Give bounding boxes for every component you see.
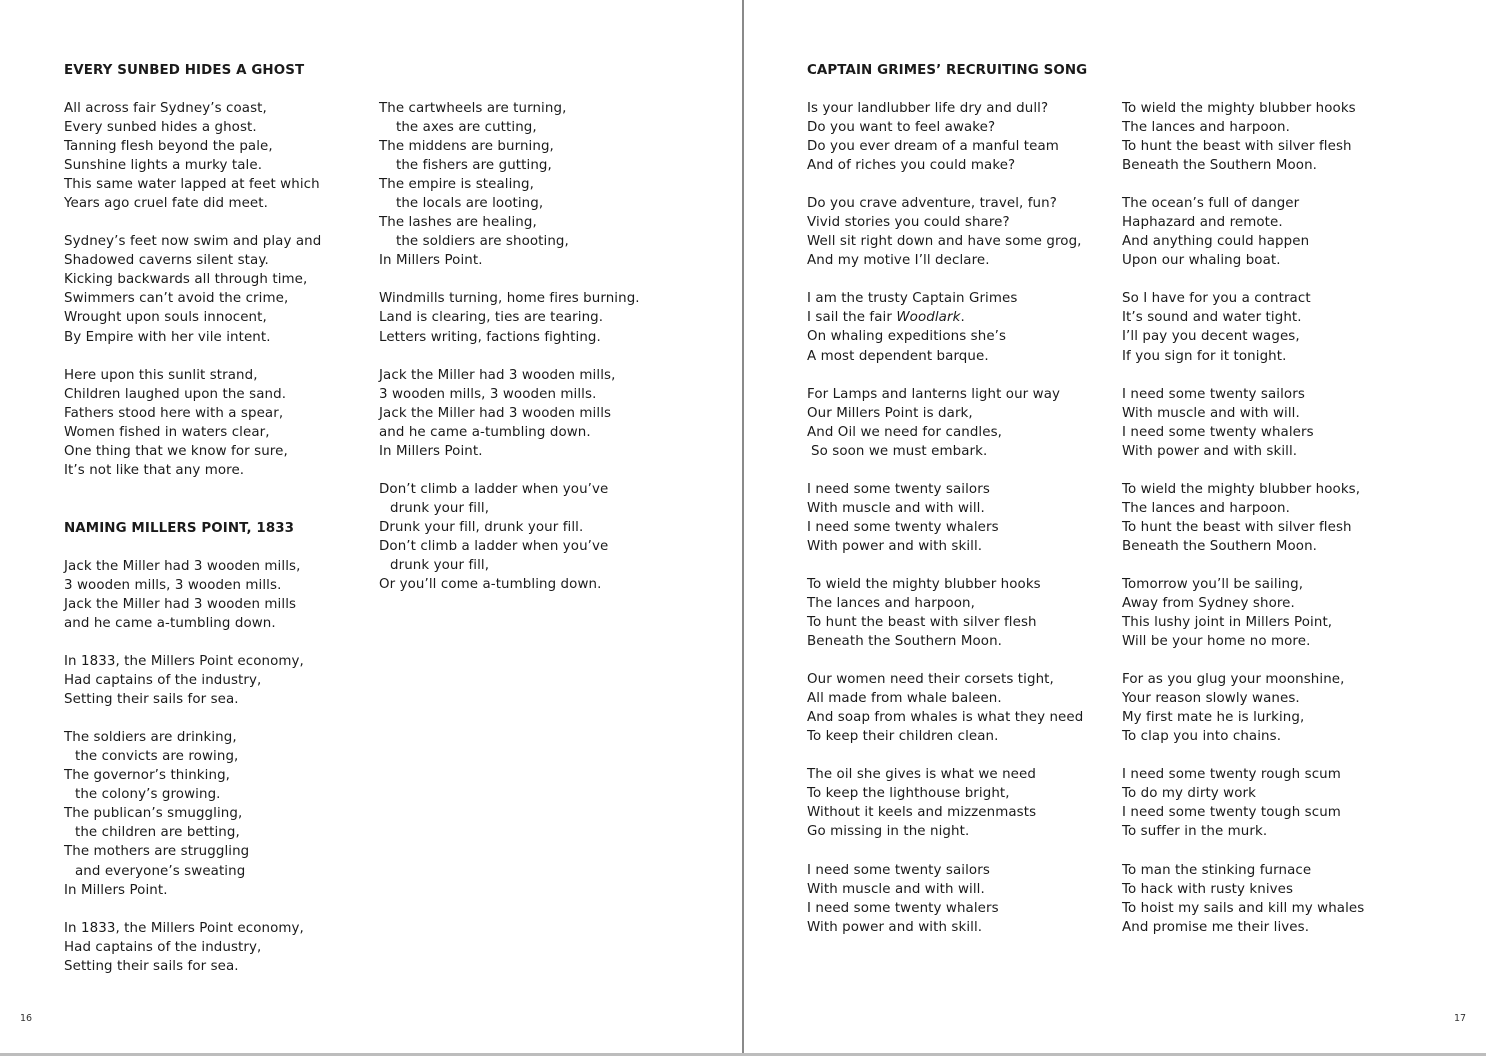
poem-line: and he came a-tumbling down. <box>379 424 591 440</box>
poem-line: Vivid stories you could share? <box>807 215 1010 231</box>
page-number: 17 <box>1454 1013 1467 1024</box>
poem-line: Wrought upon souls innocent, <box>64 310 267 326</box>
stanza <box>1122 670 1442 746</box>
poem-line: and he came a-tumbling down. <box>64 615 276 631</box>
poem-line: And promise me their lives. <box>1122 919 1310 935</box>
poem-line: The governor’s thinking, <box>64 768 231 784</box>
poem-line: The soldiers are drinking, <box>64 730 237 746</box>
poem-line-punctuation: . <box>960 310 965 326</box>
poem-line: Had captains of the industry, <box>64 673 262 689</box>
poem-line: Land is clearing, ties are tearing. <box>379 310 604 326</box>
poem-line: All made from whale baleen. <box>807 691 1002 707</box>
poem-line: If you sign for it tonight. <box>1122 348 1287 364</box>
stanza <box>807 289 1107 365</box>
poem-line: Kicking backwards all through time, <box>64 272 308 288</box>
poem-line: On whaling expeditions she’s <box>807 329 1007 345</box>
stanza <box>807 480 1107 556</box>
poem-line: and everyone’s sweating <box>75 863 246 879</box>
poem-line: drunk your fill, <box>390 500 490 516</box>
poem-line: Sydney’s feet now swim and play and <box>64 234 322 250</box>
poem-line: For as you glug your moonshine, <box>1122 672 1345 688</box>
right-page-column-2 <box>1122 99 1442 956</box>
poem-line: With muscle and with will. <box>807 500 985 516</box>
stanza <box>379 480 699 594</box>
poem-line: Jack the Miller had 3 wooden mills, <box>379 367 616 383</box>
poem-line: By Empire with her vile intent. <box>64 329 271 345</box>
poem-line: To hunt the beast with silver flesh <box>1122 519 1352 535</box>
poem-line: Do you want to feel awake? <box>807 120 996 136</box>
poem-line: To clap you into chains. <box>1122 729 1282 745</box>
stanza <box>1122 289 1442 365</box>
poem-line: It’s not like that any more. <box>64 462 245 478</box>
stanza <box>1122 575 1442 651</box>
poem-line: I need some twenty sailors <box>807 862 990 878</box>
poem-line: Our women need their corsets tight, <box>807 672 1054 688</box>
stanza <box>1122 765 1442 841</box>
poem-line: The mothers are struggling <box>64 844 250 860</box>
poem-line: Swimmers can’t avoid the crime, <box>64 291 289 307</box>
poem-line: Is your landlubber life dry and dull? <box>807 101 1049 116</box>
poem-line: I need some twenty sailors <box>1122 386 1305 402</box>
poem-line: Go missing in the night. <box>807 824 970 840</box>
poem-line: In Millers Point. <box>379 253 483 269</box>
poem-line: I need some twenty whalers <box>1122 424 1314 440</box>
poem-line: Don’t climb a ladder when you’ve <box>379 481 609 497</box>
stanza <box>1122 194 1442 270</box>
poem-line: And my motive I’ll declare. <box>807 253 990 269</box>
poem-line: Jack the Miller had 3 wooden mills <box>379 405 612 421</box>
poem-line: In Millers Point. <box>379 443 483 459</box>
poem-line: Your reason slowly wanes. <box>1122 691 1300 707</box>
poem-title-captain-grimes: CAPTAIN GRIMES’ RECRUITING SONG <box>807 63 1088 78</box>
poem-line: Women fished in waters clear, <box>64 424 270 440</box>
stanza <box>64 728 364 899</box>
poem-line: With power and with skill. <box>807 919 983 935</box>
poem-line: Our Millers Point is dark, <box>807 405 973 421</box>
poem-line: To do my dirty work <box>1122 786 1256 802</box>
poem-line: the colony’s growing. <box>75 787 221 803</box>
poem-line: And of riches you could make? <box>807 158 1016 174</box>
left-page-column-2 <box>379 99 699 613</box>
poem-line: To wield the mighty blubber hooks <box>1122 101 1356 116</box>
poem-line: The ocean’s full of danger <box>1122 196 1300 212</box>
poem-line: Do you ever dream of a manful team <box>807 139 1059 155</box>
poem-line: Tomorrow you’ll be sailing, <box>1122 576 1304 592</box>
poem-line: To hunt the beast with silver flesh <box>1122 139 1352 155</box>
poem-line: Do you crave adventure, travel, fun? <box>807 196 1057 212</box>
poem-line: To man the stinking furnace <box>1122 862 1312 878</box>
poem-line: Windmills turning, home fires burning. <box>379 291 640 307</box>
poem-line: I need some twenty tough scum <box>1122 805 1341 821</box>
poem-line: Beneath the Southern Moon. <box>807 634 1003 650</box>
poem-line: Jack the Miller had 3 wooden mills, <box>64 558 301 574</box>
left-page <box>0 0 742 1054</box>
poem-line: My first mate he is lurking, <box>1122 710 1305 726</box>
poem-line: It’s sound and water tight. <box>1122 310 1302 326</box>
poem-line: To wield the mighty blubber hooks <box>807 576 1041 592</box>
poem-line: To wield the mighty blubber hooks, <box>1122 481 1361 497</box>
poem-line: With power and with skill. <box>1122 443 1298 459</box>
left-page-column-1 <box>64 61 364 995</box>
stanza <box>1122 99 1442 175</box>
poem-line: Drunk your fill, drunk your fill. <box>379 519 584 535</box>
poem-line: The oil she gives is what we need <box>807 767 1036 783</box>
poem-line: 3 wooden mills, 3 wooden mills. <box>64 577 282 593</box>
stanza <box>379 366 699 461</box>
poem-line: The lances and harpoon. <box>1122 500 1290 516</box>
poem-line: So I have for you a contract <box>1122 291 1311 307</box>
poem-line: Setting their sails for sea. <box>64 958 239 974</box>
poem-line: I need some twenty whalers <box>807 519 999 535</box>
poem-title-naming-millers-point: NAMING MILLERS POINT, 1833 <box>64 520 295 536</box>
poem-line: I am the trusty Captain Grimes <box>807 291 1018 307</box>
stanza <box>64 99 364 213</box>
poem-line: To keep the lighthouse bright, <box>807 786 1010 802</box>
poem-line: This same water lapped at feet which <box>64 177 320 193</box>
stanza <box>807 670 1107 746</box>
poem-line: I need some twenty sailors <box>807 481 990 497</box>
poem-line: And soap from whales is what they need <box>807 710 1084 726</box>
poem-line: Children laughed upon the sand. <box>64 386 287 402</box>
poem-line: Every sunbed hides a ghost. <box>64 120 257 136</box>
poem-line: The cartwheels are turning, <box>379 101 567 116</box>
stanza <box>379 99 699 270</box>
poem-line: To hunt the beast with silver flesh <box>807 615 1037 631</box>
page-number: 16 <box>20 1013 33 1024</box>
poem-line: The publican’s smuggling, <box>64 806 243 822</box>
poem-line: Or you’ll come a-tumbling down. <box>379 577 602 593</box>
poem-line: The lances and harpoon, <box>807 595 975 611</box>
poem-line: The middens are burning, <box>379 139 554 155</box>
poem-line: All across fair Sydney’s coast, <box>64 101 267 116</box>
poem-line: A most dependent barque. <box>807 348 989 364</box>
poem-line-text: I sail the fair <box>807 310 892 326</box>
poem-line: In 1833, the Millers Point economy, <box>64 654 304 670</box>
poem-line: To hoist my sails and kill my whales <box>1122 900 1365 916</box>
stanza <box>807 861 1107 937</box>
poem-line: Haphazard and remote. <box>1122 215 1283 231</box>
stanza <box>64 232 364 346</box>
poem-line: The empire is stealing, <box>379 177 534 193</box>
poem-line: Letters writing, factions fighting. <box>379 329 601 345</box>
poem-line: The lashes are healing, <box>379 215 537 231</box>
poem-line: Jack the Miller had 3 wooden mills <box>64 596 297 612</box>
stanza <box>807 99 1107 175</box>
ship-name: Woodlark <box>896 310 961 326</box>
poem-line: Away from Sydney shore. <box>1122 595 1295 611</box>
poem-line: the axes are cutting, <box>396 120 537 136</box>
poem-line: Without it keels and mizzenmasts <box>807 805 1037 821</box>
poem-line: In Millers Point. <box>64 882 168 898</box>
poem-title-sunbed: EVERY SUNBED HIDES A GHOST <box>64 63 305 78</box>
poem-line: And Oil we need for candles, <box>807 424 1003 440</box>
poem-line: I’ll pay you decent wages, <box>1122 329 1300 345</box>
poem-line: Fathers stood here with a spear, <box>64 405 284 421</box>
stanza <box>807 575 1107 651</box>
stanza <box>64 652 364 709</box>
poem-line: the fishers are gutting, <box>396 158 552 174</box>
poem-line: I need some twenty rough scum <box>1122 767 1341 783</box>
poem-line <box>807 308 1107 327</box>
poem-line: Here upon this sunlit strand, <box>64 367 258 383</box>
poem-line: Will be your home no more. <box>1122 634 1311 650</box>
poem-line: Had captains of the industry, <box>64 939 262 955</box>
poem-line: This lushy joint in Millers Point, <box>1122 615 1333 631</box>
poem-line: Well sit right down and have some grog, <box>807 234 1082 250</box>
poem-line: Setting their sails for sea. <box>64 692 239 708</box>
stanza <box>64 919 364 976</box>
poem-line: To suffer in the murk. <box>1122 824 1268 840</box>
poem-line: With muscle and with will. <box>1122 405 1300 421</box>
stanza <box>1122 480 1442 556</box>
stanza <box>807 194 1107 270</box>
poem-line: To keep their children clean. <box>807 729 999 745</box>
stanza <box>1122 385 1442 461</box>
poem-line: Beneath the Southern Moon. <box>1122 538 1318 554</box>
stanza <box>1122 861 1442 937</box>
poem-line: Years ago cruel fate did meet. <box>64 196 268 212</box>
poem-line: Tanning flesh beyond the pale, <box>64 139 273 155</box>
poem-line: the convicts are rowing, <box>75 749 239 765</box>
poem-line: With muscle and with will. <box>807 881 985 897</box>
poem-line: Don’t climb a ladder when you’ve <box>379 538 609 554</box>
stanza <box>64 557 364 633</box>
poem-line: the children are betting, <box>75 825 240 841</box>
stanza <box>807 765 1107 841</box>
right-page-column-1 <box>807 61 1107 956</box>
stanza <box>807 385 1107 461</box>
poem-line: Upon our whaling boat. <box>1122 253 1281 269</box>
poem-line: drunk your fill, <box>390 557 490 573</box>
poem-line: the locals are looting, <box>396 196 544 212</box>
stanza <box>64 366 364 480</box>
poem-line: In 1833, the Millers Point economy, <box>64 920 304 936</box>
poem-line: One thing that we know for sure, <box>64 443 288 459</box>
poem-line: With power and with skill. <box>807 538 983 554</box>
poem-line: Shadowed caverns silent stay. <box>64 253 269 269</box>
poem-line: Beneath the Southern Moon. <box>1122 158 1318 174</box>
poem-line: Sunshine lights a murky tale. <box>64 158 263 174</box>
poem-line: the soldiers are shooting, <box>396 234 569 250</box>
poem-line: 3 wooden mills, 3 wooden mills. <box>379 386 597 402</box>
poem-line: And anything could happen <box>1122 234 1310 250</box>
poem-line: To hack with rusty knives <box>1122 881 1294 897</box>
poem-line: For Lamps and lanterns light our way <box>807 386 1061 402</box>
poem-line: So soon we must embark. <box>811 443 988 459</box>
stanza <box>379 289 699 346</box>
poem-line: The lances and harpoon. <box>1122 120 1290 136</box>
poem-line: I need some twenty whalers <box>807 900 999 916</box>
